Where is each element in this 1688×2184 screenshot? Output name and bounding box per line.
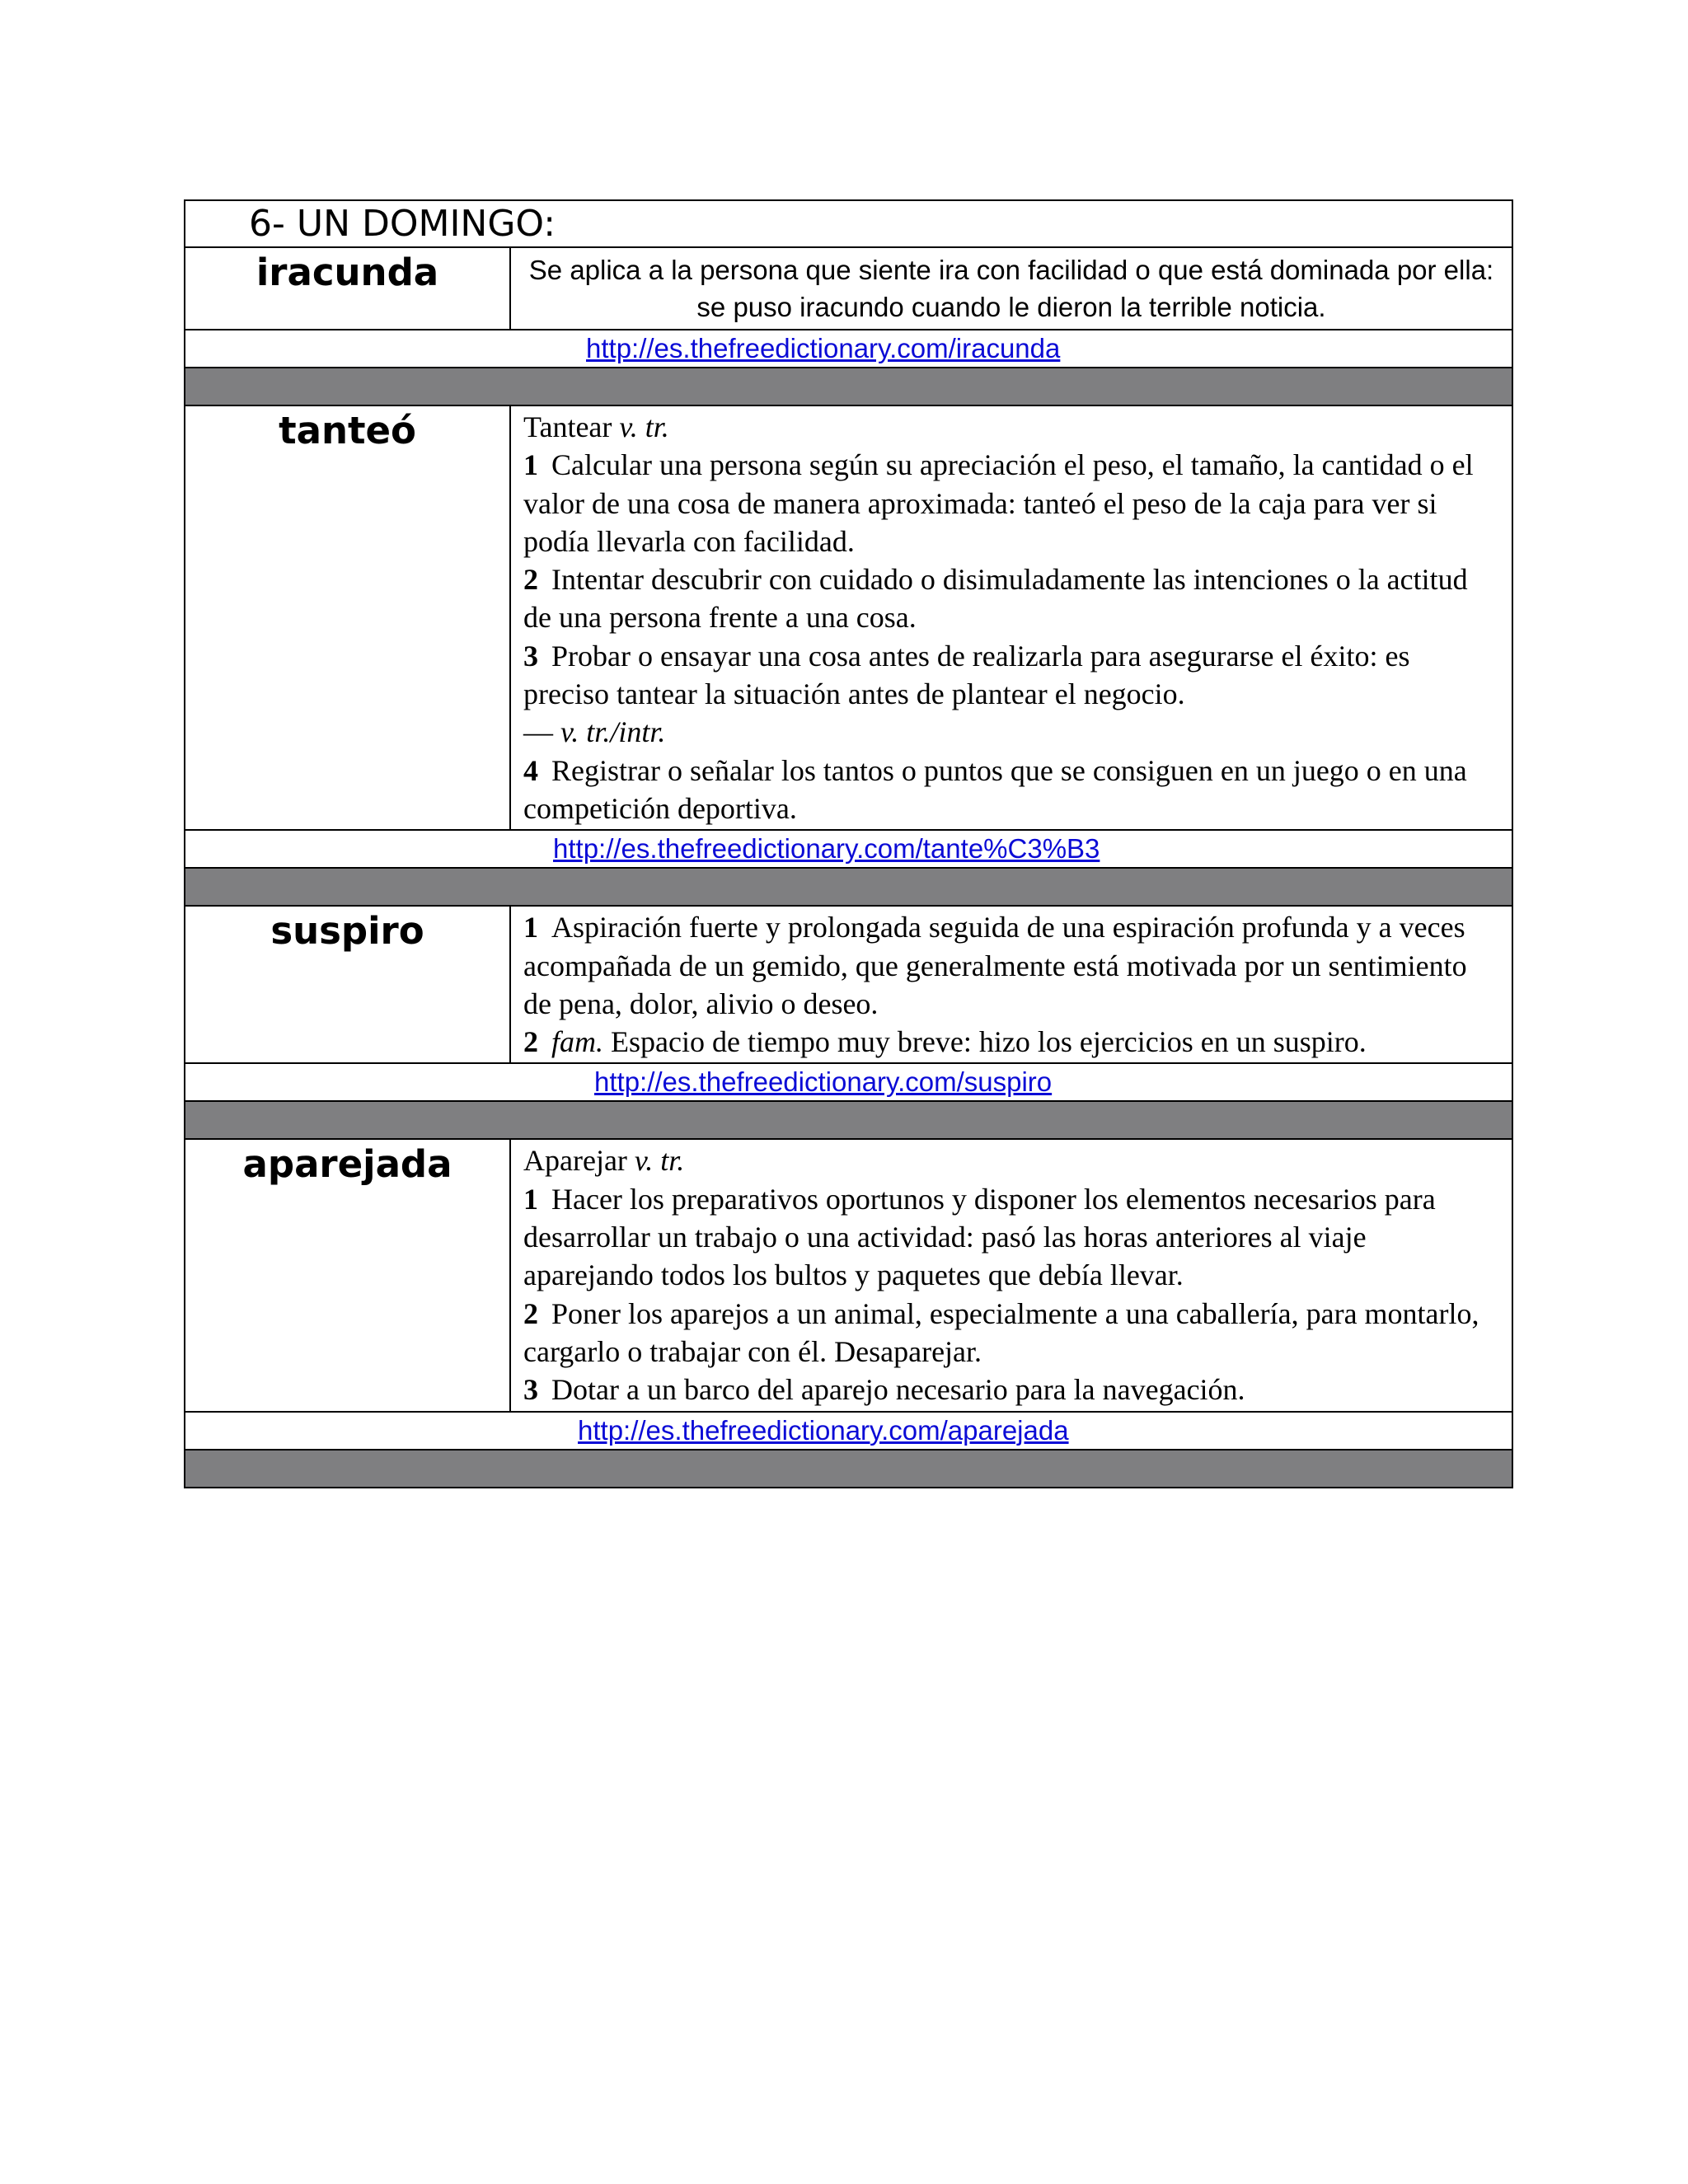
sense [523,908,1500,1023]
dictionary-link[interactable]: http://es.thefreedictionary.com/suspiro [594,1066,1053,1098]
vocabulary-table [184,199,1513,1488]
headword-line [523,408,1500,446]
grammar-label: v. tr./intr. [560,715,666,749]
entry-definition [510,906,1512,1063]
title-row [185,200,1512,247]
dictionary-link[interactable]: http://es.thefreedictionary.com/tante%C3%B3 [553,833,1100,865]
sense [523,1371,1500,1408]
sense-number: 1 [523,1182,538,1216]
sense [523,446,1500,560]
separator-row [185,868,1512,906]
entry-row-suspiro [185,906,1512,1063]
gray-separator [185,1101,1512,1139]
entry-row-aparejada [185,1139,1512,1411]
entry-word: suspiro [185,906,510,1063]
sense-number: 3 [523,639,538,673]
url-row-suspiro [185,1063,1512,1101]
headword: Tantear [523,410,612,443]
sense-text: Aspiración fuerte y prolongada seguida de una espiración profunda y a veces acompañada de un gemido, que generalmente está motivada por un sentimiento de pena, dolor, alivio o deseo. [523,911,1467,1020]
entry-word: iracunda [185,247,510,330]
separator-row [185,1101,1512,1139]
dictionary-link[interactable]: http://es.thefreedictionary.com/iracunda [586,333,1061,363]
sense-number: 1 [523,911,538,944]
gray-separator [185,1450,1512,1488]
dictionary-link[interactable]: http://es.thefreedictionary.com/aparejada [578,1414,1069,1446]
sense-text: Espacio de tiempo muy breve: hizo los ejercicios en un suspiro. [611,1025,1367,1059]
sense-text: Intentar descubrir con cuidado o disimuladamente las intenciones o la actitud de una persona frente a una cosa. [523,563,1468,635]
sense-number: 2 [523,1025,538,1059]
url-cell [185,330,1512,368]
separator-row [185,1450,1512,1488]
headword: Aparejar [523,1144,627,1178]
usage-label: fam. [551,1025,603,1059]
sense-number: 1 [523,448,538,482]
sense-text: Probar o ensayar una cosa antes de realizarla para asegurarse el éxito: es preciso tantear la situación antes de plantear el negocio. [523,639,1410,711]
url-cell [185,1063,1512,1101]
url-cell [185,830,1512,868]
headword-line [523,1141,1500,1179]
grammar-line [523,713,1500,751]
sense-text: Hacer los preparativos oportunos y disponer los elementos necesarios para desarrollar un trabajo o una actividad: pasó las horas anteriores al viaje aparejando todos los bultos y paquetes que debía llevar. [523,1182,1436,1292]
sense [523,560,1500,637]
sense-text: Dotar a un barco del aparejo necesario para la navegación. [551,1373,1245,1407]
em-dash: — [523,715,553,749]
sense [523,1180,1500,1295]
url-row-iracunda [185,330,1512,368]
entry-definition [510,405,1512,830]
sense [523,752,1500,828]
url-cell [185,1412,1512,1450]
gray-separator [185,868,1512,906]
entry-row-iracunda [185,247,1512,330]
sense-number: 4 [523,753,538,787]
sense [523,1295,1500,1371]
sense-number: 3 [523,1373,538,1407]
sense-number: 2 [523,563,538,597]
entry-word: tanteó [185,405,510,830]
sense-text: Registrar o señalar los tantos o puntos que se consiguen en un juego o en una competición deportiva. [523,753,1467,825]
sense-text: Poner los aparejos a un animal, especialmente a una caballería, para montarlo, cargarlo o trabajar con él. Desaparejar. [523,1296,1479,1368]
gray-separator [185,368,1512,405]
sense-text: Calcular una persona según su apreciación el peso, el tamaño, la cantidad o el valor de una cosa de manera aproximada: tanteó el peso de la caja para ver si podía llevarla con facilidad. [523,448,1474,558]
section-title: 6- UN DOMINGO: [185,200,1512,247]
sense-number: 2 [523,1296,538,1330]
grammar-label: v. tr. [619,410,669,443]
url-row-tanteo [185,830,1512,868]
entry-definition: Se aplica a la persona que siente ira con facilidad o que está dominada por ella: se puso iracundo cuando le dieron la terrible noticia. [510,247,1512,330]
entry-definition [510,1139,1512,1411]
separator-row [185,368,1512,405]
grammar-label: v. tr. [634,1144,685,1178]
sense [523,637,1500,714]
sense [523,1023,1500,1061]
url-row-aparejada [185,1412,1512,1450]
entry-word: aparejada [185,1139,510,1411]
entry-row-tanteo [185,405,1512,830]
